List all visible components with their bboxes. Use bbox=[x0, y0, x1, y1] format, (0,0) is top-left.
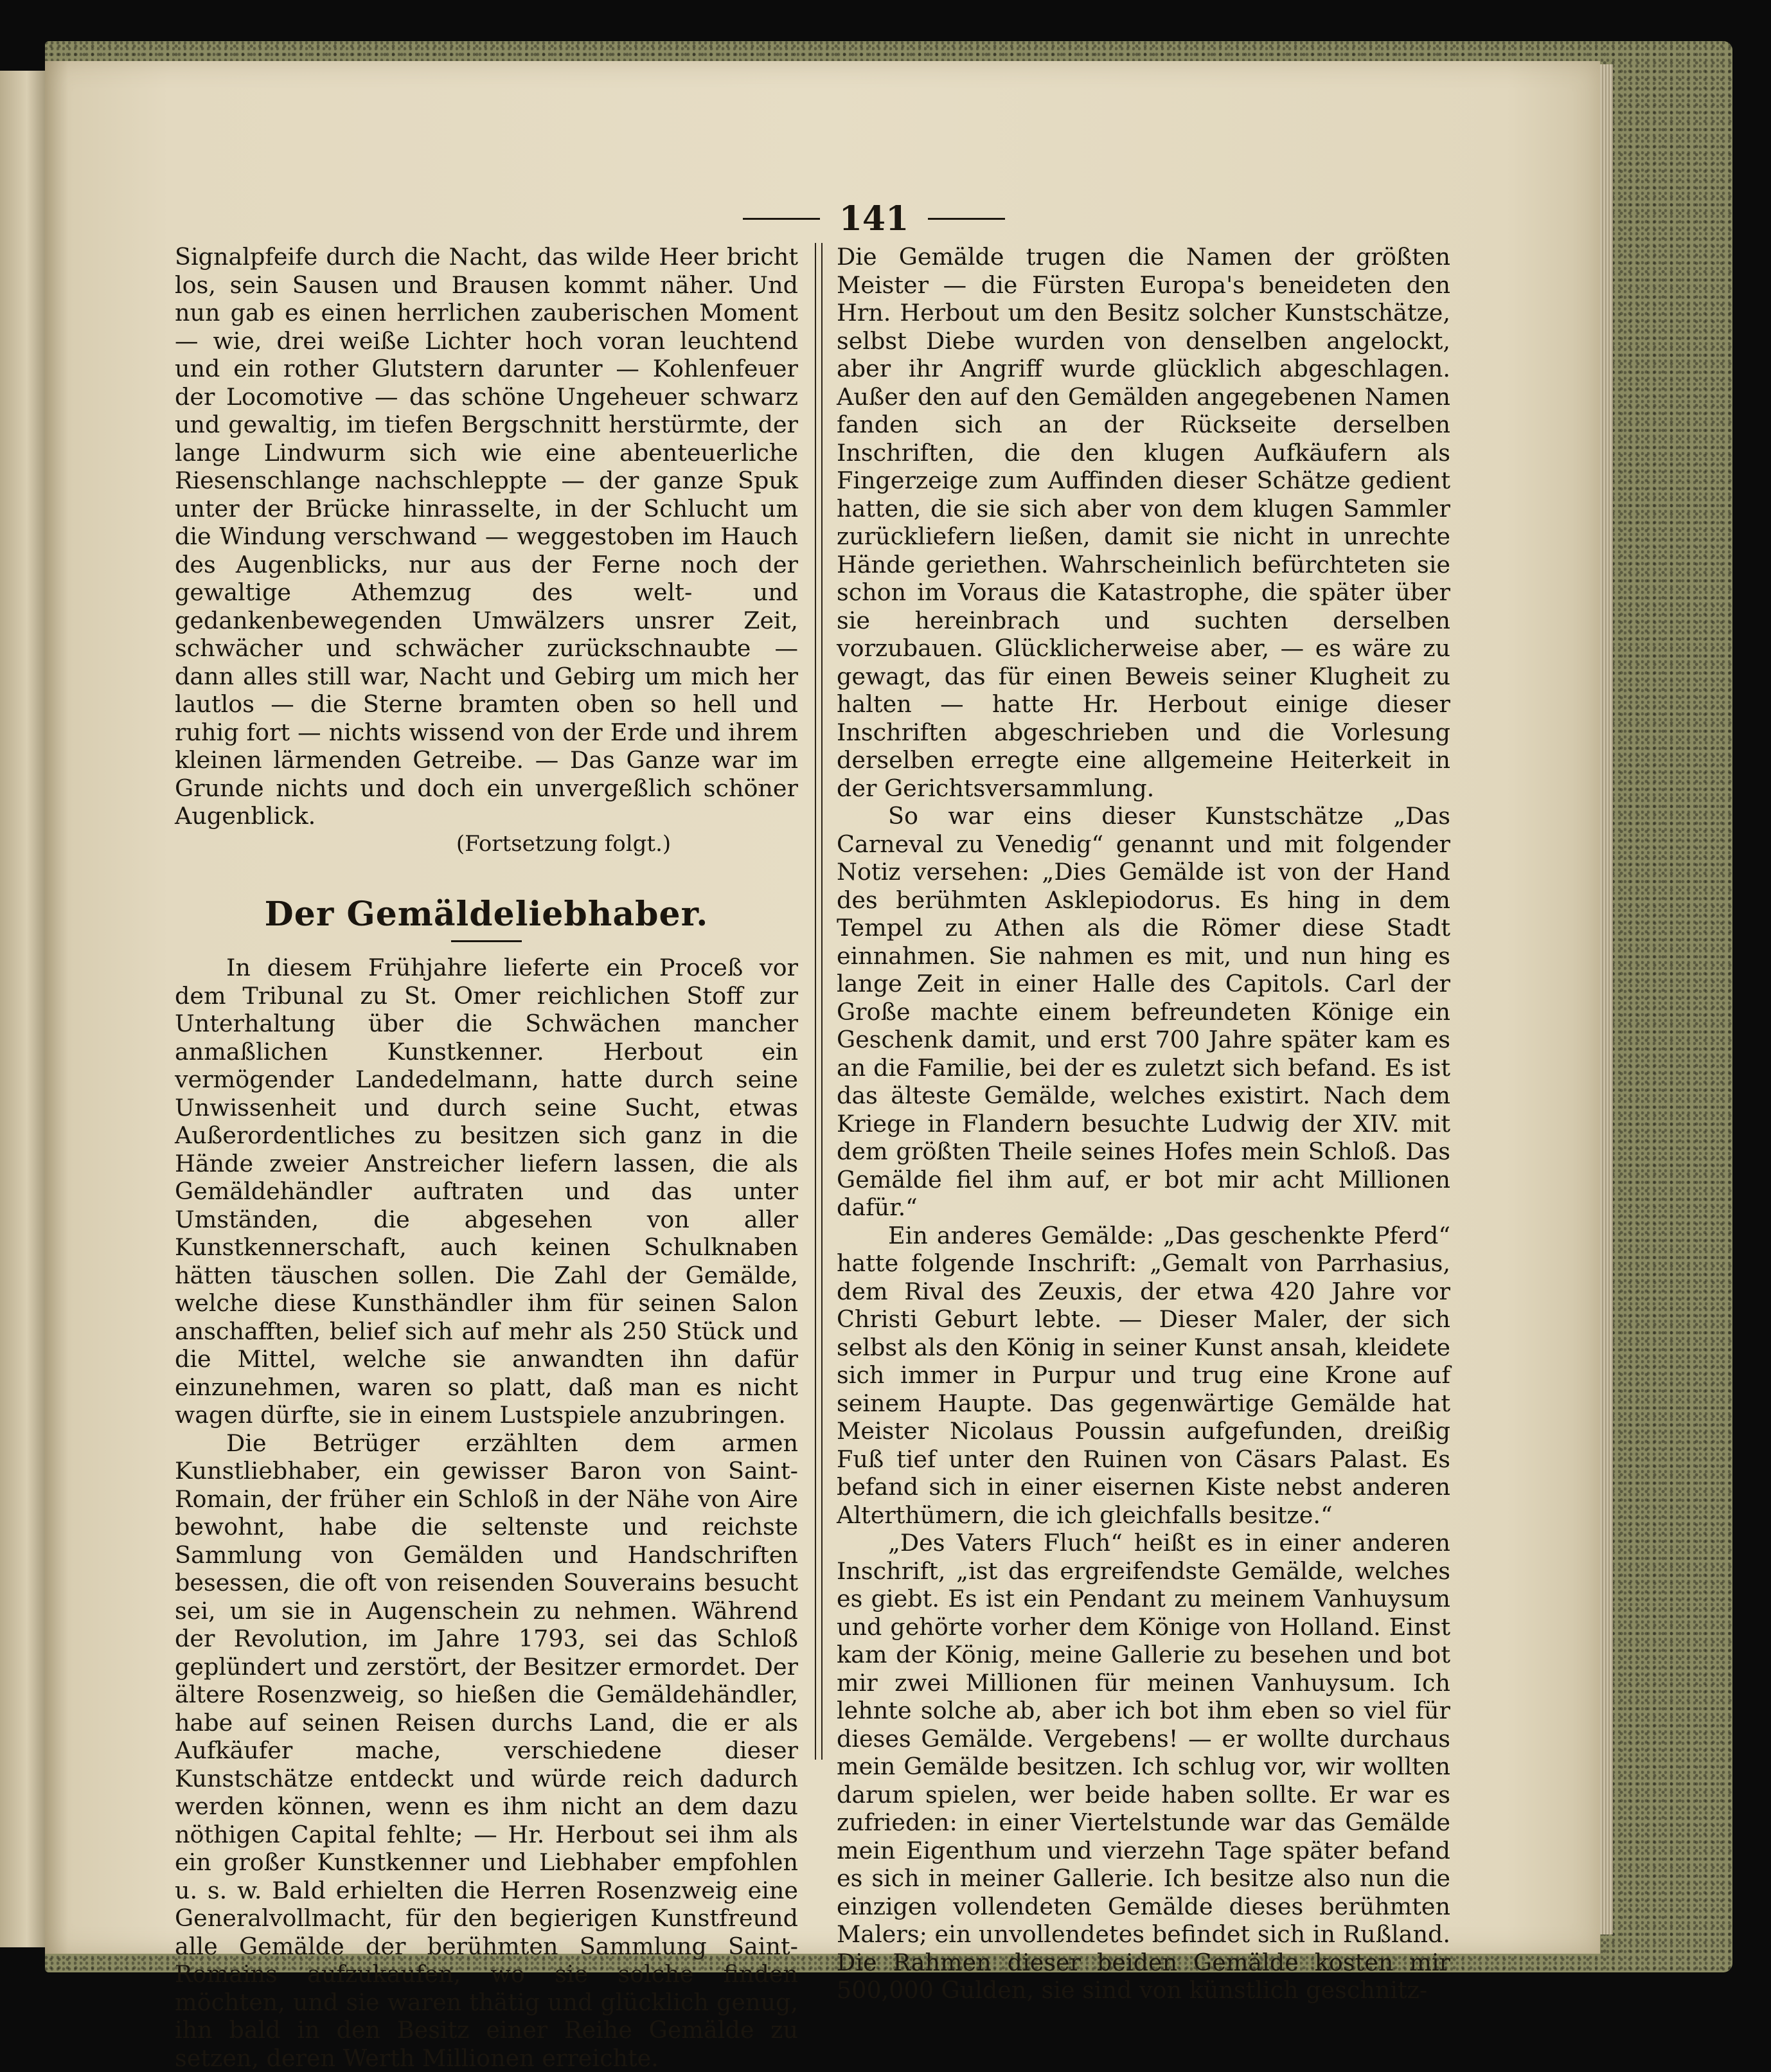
header-dash-left bbox=[743, 218, 820, 220]
text-paragraph: In diesem Frühjahre lieferte ein Proceß vor dem Tribunal zu St. Omer reichlichen Stoff zur Unterhaltung über die Schwächen mancher anmaßlichen Kunstkenner. Herbout ein vermögender Landedelmann, hatte durch seine Unwissenheit und durch seine Sucht, etwas Außerordentliches zu besitzen sich ganz in die Hände zweier Anstreicher liefern lassen, die als Gemäldehändler auftraten und das unter Umständen, die abgesehen von aller Kunstkennerschaft, auch keinen Schulknaben hätten täuschen sollen. Die Zahl der Gemälde, welche diese Kunsthändler ihm für seinen Salon anschafften, belief sich auf mehr als 250 Stück und die Mittel, welche sie anwandten ihn dafür einzunehmen, waren so platt, daß man es nicht wagen dürfte, sie in einem Lustspiele anzubringen. bbox=[175, 954, 798, 1429]
right-column bbox=[837, 243, 1450, 2005]
left-column bbox=[175, 243, 798, 2072]
text-paragraph: So war eins dieser Kunstschätze „Das Carneval zu Venedig“ genannt und mit folgender Notiz versehen: „Dies Gemälde ist von der Hand des berühmten Asklepiodorus. Es hing in dem Tempel zu Athen als die Römer diese Stadt einnahmen. Sie nahmen es mit, und nun hing es lange Zeit in einer Halle des Capitols. Carl der Große machte einem befreundeten Könige ein Geschenk damit, und erst 700 Jahre später kam es an die Familie, bei der es zuletzt sich befand. Es ist das älteste Gemälde, welches existirt. Nach dem Kriege in Flandern besuchte Ludwig der XIV. mit dem größten Theile seines Hofes mein Schloß. Das Gemälde fiel ihm auf, er bot mir acht Millionen dafür.“ bbox=[837, 802, 1450, 1222]
header-dash-right bbox=[928, 218, 1005, 220]
article-title: Der Gemäldeliebhaber. bbox=[175, 895, 798, 934]
page-number-header bbox=[694, 199, 1054, 238]
column-divider bbox=[815, 243, 823, 1760]
text-paragraph: Die Gemälde trugen die Namen der größten Meister — die Fürsten Europa's beneideten den Hrn. Herbout um den Besitz solcher Kunstschätze, selbst Diebe wurden von denselben angelockt, aber ihr Angriff wurde glücklich abgeschlagen. Außer den auf den Gemälden angegebenen Namen fanden sich an der Rückseite derselben Inschriften, die den klugen Aufkäufern als Fingerzeige zum Auffinden dieser Schätze gedient hatten, die sie sich aber von dem klugen Sammler zurückliefern ließen, damit sie nicht in unrechte Hände geriethen. Wahrscheinlich befürchteten sie schon im Voraus die Katastrophe, die später über sie hereinbrach und suchten derselben vorzubauen. Glücklicherweise aber, — es wäre zu gewagt, das für einen Beweis seiner Klugheit zu halten — hatte Hr. Herbout einige dieser Inschriften abgeschrieben und die Vorlesung derselben erregte eine allgemeine Heiterkeit in der Gerichtsversammlung. bbox=[837, 243, 1450, 802]
text-paragraph: Die Betrüger erzählten dem armen Kunstliebhaber, ein gewisser Baron von Saint-Romain, der früher ein Schloß in der Nähe von Aire bewohnt, habe die seltenste und reichste Sammlung von Gemälden und Handschriften besessen, die oft von reisenden Souverains besucht sei, um sie in Augenschein zu nehmen. Während der Revolution, im Jahre 1793, sei das Schloß geplündert und zerstört, der Besitzer ermordet. Der ältere Rosenzweig, so hießen die Gemäldehändler, habe auf seinen Reisen durchs Land, die er als Aufkäufer mache, verschiedene dieser Kunstschätze entdeckt und würde reich dadurch werden können, wenn es ihm nicht an dem dazu nöthigen Capital fehlte; — Hr. Herbout sei ihm als ein großer Kunstkenner und Liebhaber empfohlen u. s. w. Bald erhielten die Herren Rosenzweig eine Generalvollmacht, für den begierigen Kunstfreund alle Gemälde der berühmten Sammlung Saint-Romains aufzukaufen, wo sie solche finden möchten, und sie waren thätig und glücklich genug, ihn bald in den Besitz einer Reihe Gemälde zu setzen, deren Werth Millionen erreichte. bbox=[175, 1429, 798, 2072]
title-rule bbox=[451, 940, 522, 942]
continuation-note: (Fortsetzung folgt.) bbox=[278, 830, 798, 859]
page-number: 141 bbox=[839, 199, 909, 238]
text-paragraph: Ein anderes Gemälde: „Das geschenkte Pferd“ hatte folgende Inschrift: „Gemalt von Parrhasius, dem Rival des Zeuxis, der etwa 420 Jahre vor Christi Geburt lebte. — Dieser Maler, der sich selbst als den König in seiner Kunst ansah, kleidete sich immer in Purpur und trug eine Krone auf seinem Haupte. Das gegenwärtige Gemälde hat Meister Nicolaus Poussin aufgefunden, dreißig Fuß tief unter den Ruinen von Cäsars Palast. Es befand sich in einer eisernen Kiste nebst anderen Alterthümern, die ich gleichfalls besitze.“ bbox=[837, 1222, 1450, 1530]
facing-page-edge bbox=[0, 71, 45, 1947]
text-paragraph: „Des Vaters Fluch“ heißt es in einer anderen Inschrift, „ist das ergreifendste Gemälde, welches es giebt. Es ist ein Pendant zu meinem Vanhuysum und gehörte vorher dem Könige von Holland. Einst kam der König, meine Gallerie zu besehen und bot mir zwei Millionen für meinen Vanhuysum. Ich lehnte solche ab, aber ich bot ihm eben so viel für dieses Gemälde. Vergebens! — er wollte durchaus mein Gemälde besitzen. Ich schlug vor, wir wollten darum spielen, wer beide haben sollte. Er war es zufrieden: in einer Viertelstunde war das Gemälde mein Eigenthum und vierzehn Tage später befand es sich in meiner Gallerie. Ich besitze also nun die einzigen vollendeten Gemälde dieses berühmten Malers; ein unvollendetes befindet sich in Rußland. Die Rahmen dieser beiden Gemälde kosten mir 500,000 Gulden, sie sind von künstlich geschnitz- bbox=[837, 1529, 1450, 2005]
text-paragraph: Signalpfeife durch die Nacht, das wilde Heer bricht los, sein Sausen und Brausen kommt näher. Und nun gab es einen herrlichen zauberischen Moment — wie, drei weiße Lichter hoch voran leuchtend und ein rother Glutstern darunter — Kohlenfeuer der Locomotive — das schöne Ungeheuer schwarz und gewaltig, im tiefen Bergschnitt herstürmte, der lange Lindwurm sich wie eine abenteuerliche Riesenschlange nachschleppte — der ganze Spuk unter der Brücke hinrasselte, in der Schlucht um die Windung verschwand — weggestoben im Hauch des Augenblicks, nur aus der Ferne noch der gewaltige Athemzug des welt- und gedankenbewegenden Umwälzers unsrer Zeit, schwächer und schwächer zurückschnaubte — dann alles still war, Nacht und Gebirg um mich her lautlos — die Sterne bramten oben so hell und ruhig fort — nichts wissend von der Erde und ihrem kleinen lärmenden Getreibe. — Das Ganze war im Grunde nichts und doch ein unvergeßlich schöner Augenblick. bbox=[175, 243, 798, 830]
